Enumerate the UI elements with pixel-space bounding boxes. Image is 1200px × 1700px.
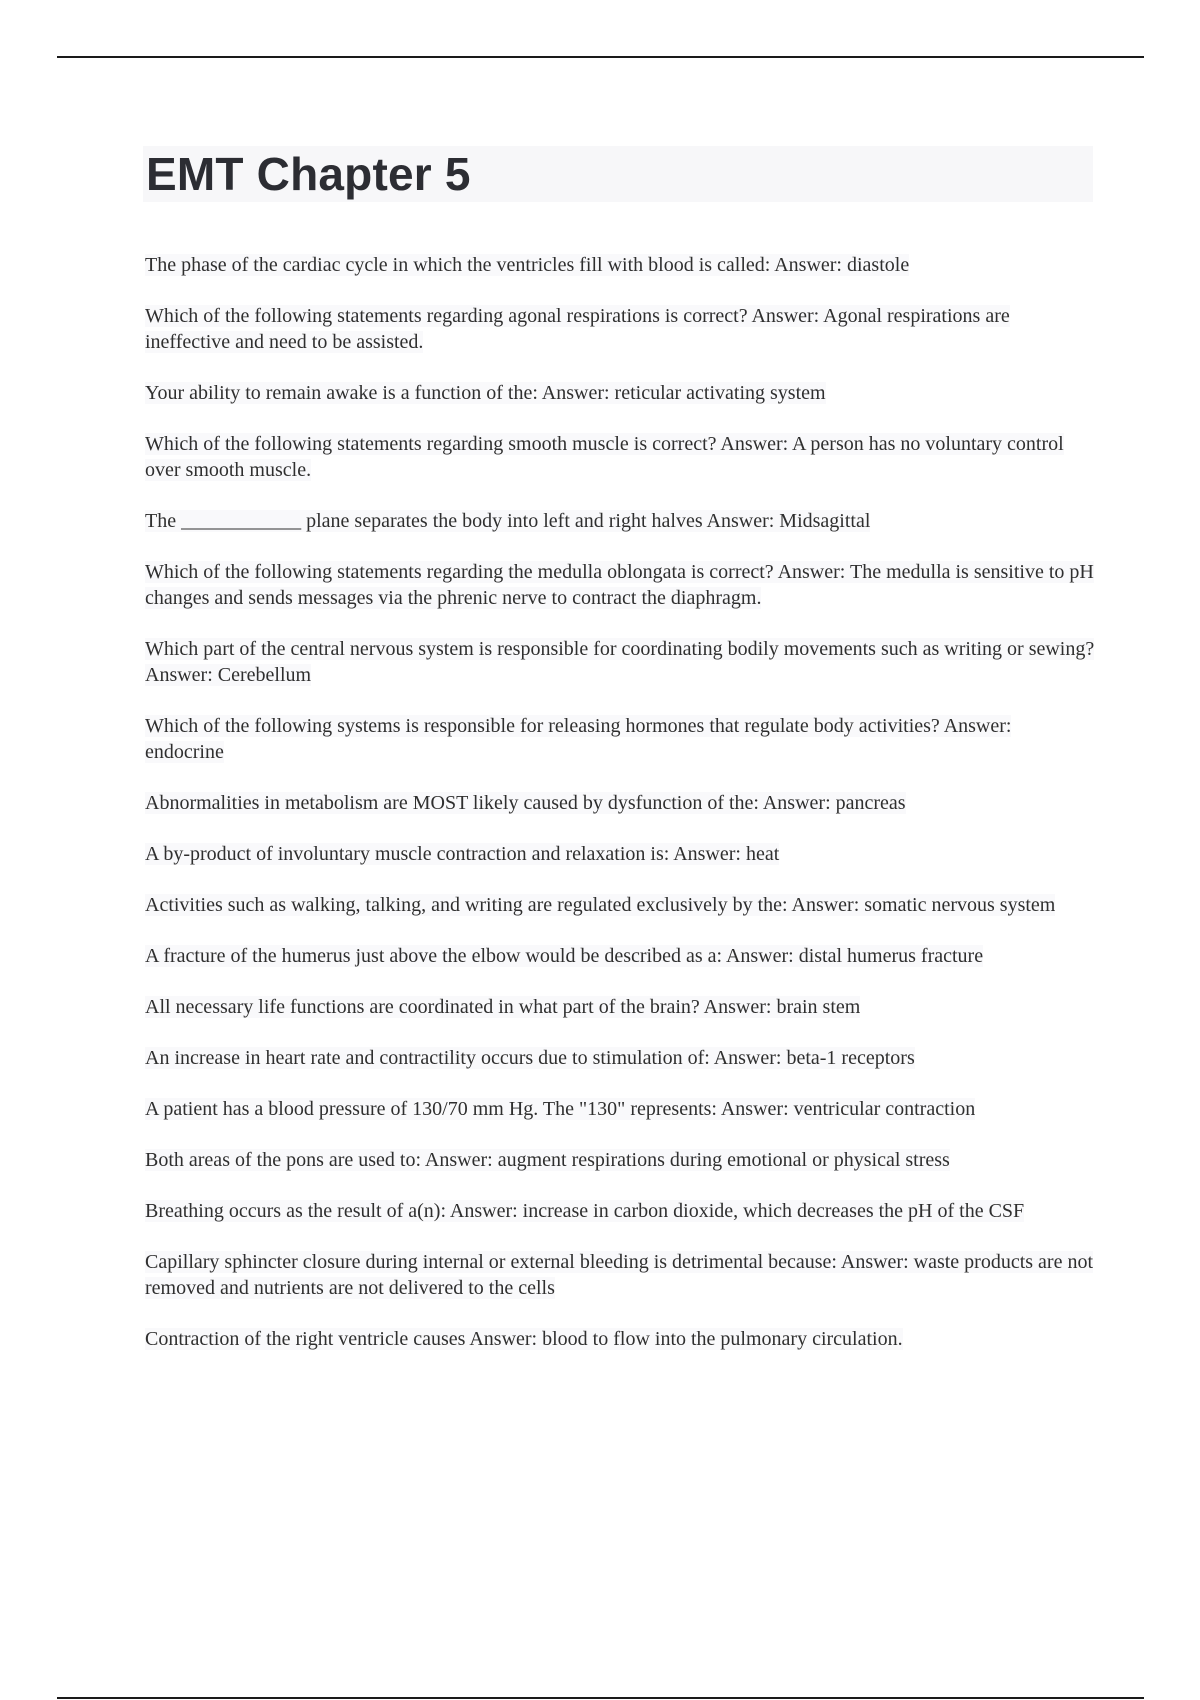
- qa-item: [145, 790, 1095, 816]
- qa-text: Capillary sphincter closure during internal or external bleeding is detrimental because: Answer: waste products are not removed and nutrients are not delivered to the cells: [145, 1251, 1094, 1299]
- qa-item: [145, 943, 1095, 969]
- page-title: EMT Chapter 5: [146, 148, 471, 200]
- top-divider: [57, 56, 1144, 58]
- qa-item: [145, 559, 1095, 611]
- qa-text: All necessary life functions are coordinated in what part of the brain? Answer: brain stem: [145, 996, 861, 1018]
- qa-text: Contraction of the right ventricle causes Answer: blood to flow into the pulmonary circulation.: [145, 1328, 903, 1350]
- qa-text: Both areas of the pons are used to: Answer: augment respirations during emotional or physical stress: [145, 1149, 950, 1171]
- qa-text: Your ability to remain awake is a function of the: Answer: reticular activating system: [145, 382, 826, 404]
- qa-item: [145, 1096, 1095, 1122]
- qa-text: Which of the following statements regarding the medulla oblongata is correct? Answer: The medulla is sensitive to pH changes and sends messages via the phrenic nerve to contract the diaphragm.: [145, 561, 1094, 609]
- qa-item: [145, 892, 1095, 918]
- qa-text: A patient has a blood pressure of 130/70 mm Hg. The "130" represents: Answer: ventricular contraction: [145, 1098, 976, 1120]
- qa-item: [145, 994, 1095, 1020]
- qa-item: [145, 252, 1095, 278]
- qa-text: Breathing occurs as the result of a(n): Answer: increase in carbon dioxide, which decreases the pH of the CSF: [145, 1200, 1025, 1222]
- qa-text: A fracture of the humerus just above the elbow would be described as a: Answer: distal humerus fracture: [145, 945, 984, 967]
- qa-text: An increase in heart rate and contractility occurs due to stimulation of: Answer: beta-1 receptors: [145, 1047, 915, 1069]
- qa-item: [145, 841, 1095, 867]
- qa-text: Which of the following statements regarding smooth muscle is correct? Answer: A person has no voluntary control over smooth muscle.: [145, 433, 1064, 481]
- qa-item: [145, 713, 1095, 765]
- qa-item: [145, 1147, 1095, 1173]
- qa-item: [145, 508, 1095, 534]
- qa-text: Which part of the central nervous system is responsible for coordinating bodily movements such as writing or sewing? Answer: Cerebellum: [145, 638, 1095, 686]
- qa-text: A by-product of involuntary muscle contraction and relaxation is: Answer: heat: [145, 843, 780, 865]
- qa-item: [145, 636, 1095, 688]
- qa-text: The ____________ plane separates the body into left and right halves Answer: Midsagittal: [145, 510, 871, 532]
- qa-text: Activities such as walking, talking, and writing are regulated exclusively by the: Answer: somatic nervous system: [145, 894, 1056, 916]
- qa-item: [145, 303, 1095, 355]
- qa-list: [145, 252, 1095, 1377]
- qa-item: [145, 1249, 1095, 1301]
- qa-text: Abnormalities in metabolism are MOST likely caused by dysfunction of the: Answer: pancreas: [145, 792, 906, 814]
- qa-text: The phase of the cardiac cycle in which the ventricles fill with blood is called: Answer: diastole: [145, 254, 910, 276]
- bottom-divider: [57, 1697, 1144, 1699]
- qa-item: [145, 1198, 1095, 1224]
- qa-item: [145, 1045, 1095, 1071]
- qa-item: [145, 1326, 1095, 1352]
- qa-text: Which of the following statements regarding agonal respirations is correct? Answer: Agonal respirations are ineffective and need to be assisted.: [145, 305, 1010, 353]
- qa-item: [145, 431, 1095, 483]
- qa-text: Which of the following systems is responsible for releasing hormones that regulate body activities? Answer: endocrine: [145, 715, 1012, 763]
- qa-item: [145, 380, 1095, 406]
